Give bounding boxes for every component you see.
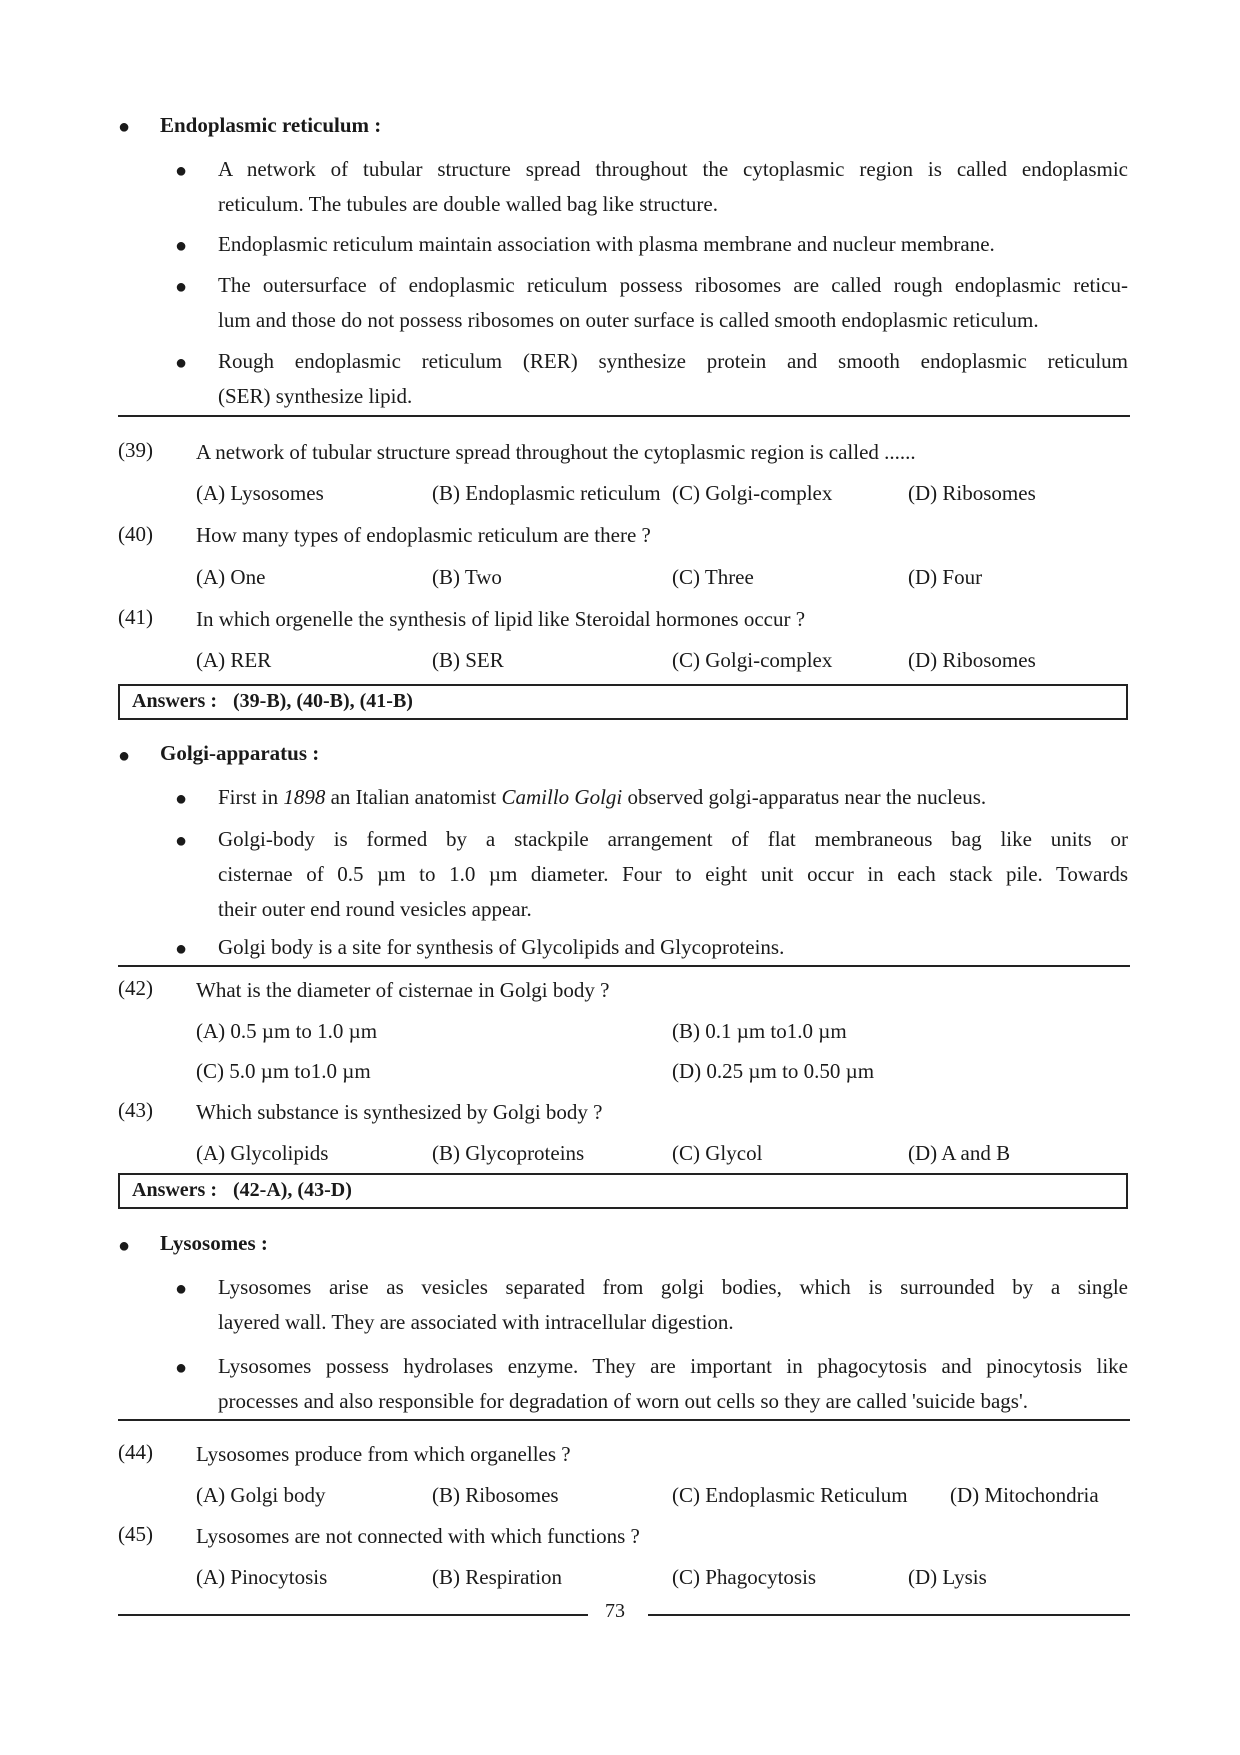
option-d: (D) A and B bbox=[908, 1141, 1011, 1165]
answer-value: (42-A), (43-D) bbox=[233, 1179, 352, 1201]
option-c: (C) Golgi-complex bbox=[672, 481, 833, 505]
list-bullet: ● bbox=[175, 160, 188, 182]
text-line: The outersurface of endoplasmic reticulum possess ribosomes are called rough endoplasmic reticu- bbox=[218, 273, 1128, 297]
answer-text bbox=[132, 690, 413, 713]
scientist-name: Camillo Golgi bbox=[501, 785, 623, 809]
text-line: Lysosomes arise as vesicles separated from golgi bodies, which is surrounded by a single bbox=[218, 1275, 1128, 1299]
question-text: A network of tubular structure spread throughout the cytoplasmic region is called ...... bbox=[196, 440, 916, 464]
text-segment: First in bbox=[218, 785, 284, 809]
option-b: (B) SER bbox=[432, 648, 504, 672]
option-c: (C) Endoplasmic Reticulum bbox=[672, 1483, 908, 1507]
section-title-lysosomes: Lysosomes : bbox=[160, 1231, 268, 1255]
list-bullet: ● bbox=[175, 1357, 188, 1379]
option-a: (A) 0.5 µm to 1.0 µm bbox=[196, 1019, 378, 1043]
page-number: 73 bbox=[605, 1600, 625, 1622]
text-line: Golgi body is a site for synthesis of Glycolipids and Glycoproteins. bbox=[218, 935, 785, 959]
text-line: processes and also responsible for degradation of worn out cells so they are called 'suicide bags'. bbox=[218, 1389, 1028, 1413]
footer-rule-left bbox=[118, 1614, 588, 1616]
option-d: (D) Mitochondria bbox=[950, 1483, 1099, 1507]
list-bullet: ● bbox=[175, 352, 188, 374]
list-bullet: ● bbox=[175, 788, 188, 810]
lyso-bullet-2 bbox=[218, 1349, 1128, 1419]
answer-value: (39-B), (40-B), (41-B) bbox=[233, 690, 413, 712]
golgi-bullet-3 bbox=[218, 930, 1128, 965]
text-line: layered wall. They are associated with intracellular digestion. bbox=[218, 1310, 734, 1334]
footer-rule-right bbox=[648, 1614, 1130, 1616]
section-divider bbox=[118, 415, 1130, 417]
question-text: What is the diameter of cisternae in Golgi body ? bbox=[196, 978, 610, 1002]
golgi-bullet-2 bbox=[218, 822, 1128, 927]
answer-text bbox=[132, 1179, 352, 1202]
er-bullet-2 bbox=[218, 227, 1128, 262]
option-a: (A) Lysosomes bbox=[196, 481, 324, 505]
question-text: Lysosomes produce from which organelles ? bbox=[196, 1442, 571, 1466]
option-d: (D) Four bbox=[908, 565, 983, 589]
option-c: (C) Three bbox=[672, 565, 754, 589]
section-bullet: ● bbox=[118, 745, 131, 767]
option-c: (C) 5.0 µm to1.0 µm bbox=[196, 1059, 371, 1083]
list-bullet: ● bbox=[175, 235, 188, 257]
text-segment: an Italian anatomist bbox=[325, 785, 502, 809]
text-line: Endoplasmic reticulum maintain association with plasma membrane and nucleur membrane. bbox=[218, 232, 995, 256]
list-bullet: ● bbox=[175, 830, 188, 852]
question-text: How many types of endoplasmic reticulum are there ? bbox=[196, 523, 651, 547]
text-segment: observed golgi-apparatus near the nucleus. bbox=[622, 785, 987, 809]
er-bullet-4 bbox=[218, 344, 1128, 414]
question-text: In which orgenelle the synthesis of lipid like Steroidal hormones occur ? bbox=[196, 607, 806, 631]
text-line: lum and those do not possess ribosomes on outer surface is called smooth endoplasmic reticulum. bbox=[218, 308, 1039, 332]
section-title-golgi: Golgi-apparatus : bbox=[160, 741, 320, 765]
answer-box bbox=[118, 684, 1128, 720]
answer-label: Answers : bbox=[132, 690, 217, 712]
option-b: (B) Endoplasmic reticulum bbox=[432, 481, 661, 505]
lyso-bullet-1 bbox=[218, 1270, 1128, 1340]
option-b: (B) Respiration bbox=[432, 1565, 563, 1589]
question-number: (40) bbox=[118, 522, 153, 546]
list-bullet: ● bbox=[175, 276, 188, 298]
option-d: (D) 0.25 µm to 0.50 µm bbox=[672, 1059, 875, 1083]
er-bullet-3 bbox=[218, 268, 1128, 338]
question-number: (43) bbox=[118, 1098, 153, 1122]
text-line: cisternae of 0.5 µm to 1.0 µm diameter. Four to eight unit occur in each stack pile. Towards bbox=[218, 862, 1128, 886]
option-a: (A) Glycolipids bbox=[196, 1141, 329, 1165]
text-line: Golgi-body is formed by a stackpile arrangement of flat membraneous bag like units or bbox=[218, 827, 1128, 851]
option-c: (C) Phagocytosis bbox=[672, 1565, 817, 1589]
text-line: (SER) synthesize lipid. bbox=[218, 384, 413, 408]
option-c: (C) Glycol bbox=[672, 1141, 763, 1165]
text-line: Lysosomes possess hydrolases enzyme. They are important in phagocytosis and pinocytosis like bbox=[218, 1354, 1128, 1378]
section-divider bbox=[118, 1419, 1130, 1421]
text-line: reticulum. The tubules are double walled bag like structure. bbox=[218, 192, 718, 216]
option-a: (A) One bbox=[196, 565, 266, 589]
option-d: (D) Ribosomes bbox=[908, 648, 1036, 672]
option-b: (B) Glycoproteins bbox=[432, 1141, 585, 1165]
option-c: (C) Golgi-complex bbox=[672, 648, 833, 672]
list-bullet: ● bbox=[175, 938, 188, 960]
question-number: (39) bbox=[118, 438, 153, 462]
question-number: (41) bbox=[118, 605, 153, 629]
list-bullet: ● bbox=[175, 1278, 188, 1300]
text-line: Rough endoplasmic reticulum (RER) synthesize protein and smooth endoplasmic reticulum bbox=[218, 349, 1128, 373]
text-line bbox=[218, 780, 1128, 815]
text-line: their outer end round vesicles appear. bbox=[218, 897, 532, 921]
question-text: Lysosomes are not connected with which functions ? bbox=[196, 1524, 640, 1548]
question-number: (45) bbox=[118, 1522, 153, 1546]
question-number: (44) bbox=[118, 1440, 153, 1464]
option-a: (A) Golgi body bbox=[196, 1483, 326, 1507]
er-bullet-1 bbox=[218, 152, 1128, 222]
option-b: (B) 0.1 µm to1.0 µm bbox=[672, 1019, 847, 1043]
question-text: Which substance is synthesized by Golgi body ? bbox=[196, 1100, 603, 1124]
question-number: (42) bbox=[118, 976, 153, 1000]
year-text: 1898 bbox=[283, 785, 326, 809]
option-a: (A) RER bbox=[196, 648, 272, 672]
option-b: (B) Two bbox=[432, 565, 502, 589]
section-title-er: Endoplasmic reticulum : bbox=[160, 113, 382, 137]
answer-box bbox=[118, 1173, 1128, 1209]
section-bullet: ● bbox=[118, 1235, 131, 1257]
answer-label: Answers : bbox=[132, 1179, 217, 1201]
golgi-bullet-1 bbox=[218, 780, 1128, 815]
section-bullet: ● bbox=[118, 116, 131, 138]
option-d: (D) Ribosomes bbox=[908, 481, 1036, 505]
option-d: (D) Lysis bbox=[908, 1565, 987, 1589]
option-a: (A) Pinocytosis bbox=[196, 1565, 328, 1589]
section-divider bbox=[118, 965, 1130, 967]
option-b: (B) Ribosomes bbox=[432, 1483, 559, 1507]
text-line: A network of tubular structure spread throughout the cytoplasmic region is called endoplasmic bbox=[218, 157, 1128, 181]
